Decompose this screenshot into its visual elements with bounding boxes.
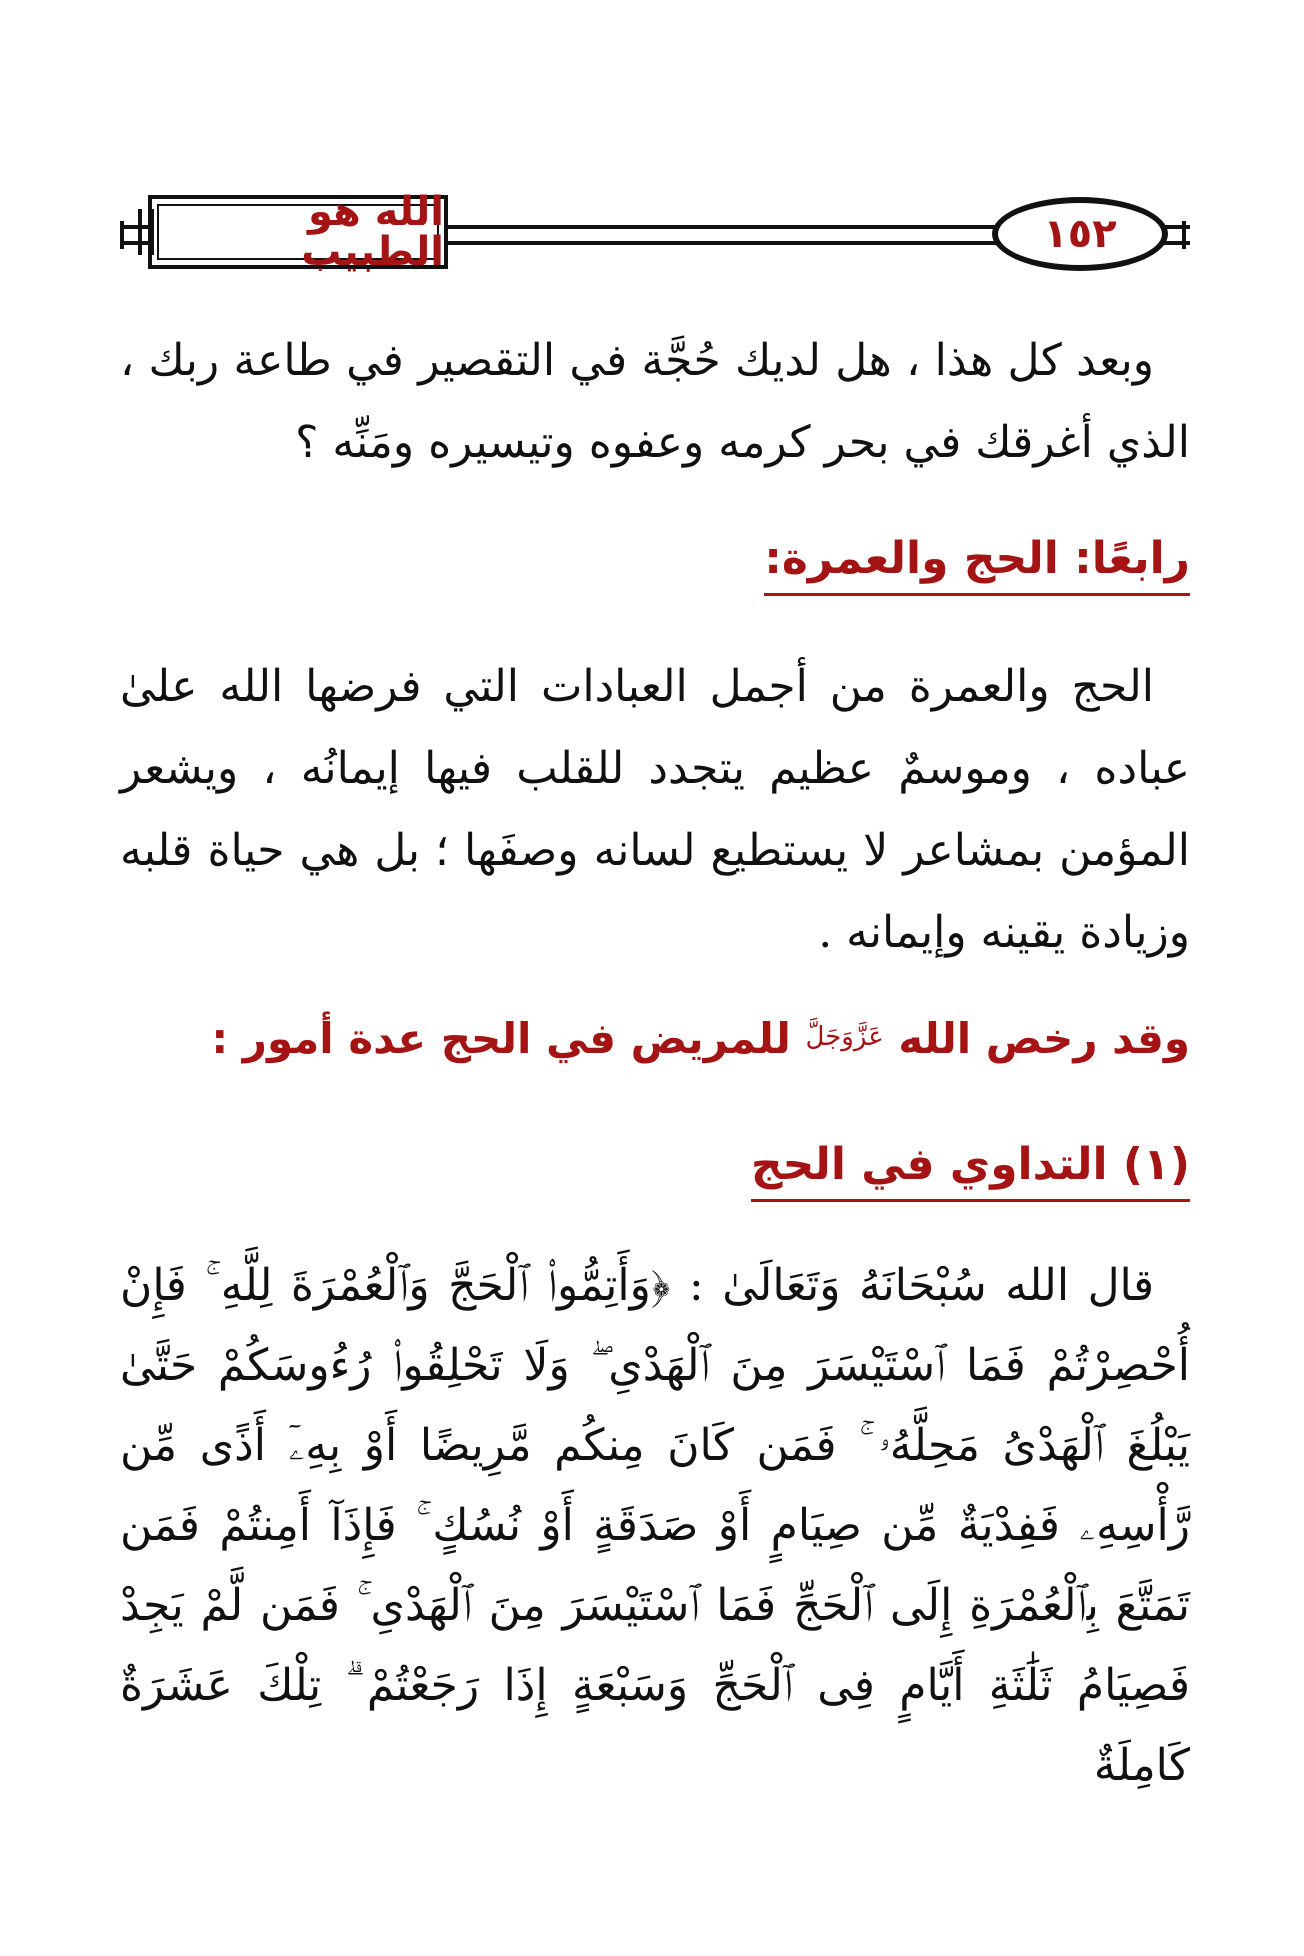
- header-rule-cap-left: [120, 221, 130, 249]
- page-number: ١٥٢: [1043, 211, 1117, 257]
- paragraph-hajj-description: الحج والعمرة من أجمل العبادات التي فرضها الله علىٰ عباده ، وموسمٌ عظيم يتجدد للقلب فيها إيمانُه ، ويشعر المؤمن بمشاعر لا يستطيع لسانه وصفَها ؛ بل هي حياة قلبه وزيادة يقينه وإيمانه .: [120, 661, 1190, 958]
- paragraph-intro: وبعد كل هذا ، هل لديك حُجَّة في التقصير في طاعة ربك ، الذي أغرقك في بحر كرمه وعفوه وتيسيره ومَنِّه ؟: [120, 335, 1190, 468]
- subheading-treatment-in-hajj: (١) التداوي في الحج: [751, 1136, 1190, 1202]
- header-rule-cap-right: [1182, 221, 1192, 249]
- running-title-frame: [148, 189, 448, 275]
- running-title: الله هو الطبيب: [301, 189, 444, 275]
- section-heading-hajj-umrah: رابعًا: الحج والعمرة:: [764, 530, 1190, 596]
- subheading-concessions-end: للمريض في الحج عدة أمور :: [211, 1014, 791, 1063]
- subheading-concessions: [211, 1010, 1190, 1069]
- page-number-oval: [992, 197, 1168, 271]
- page-header: [120, 189, 1190, 275]
- subheading-concessions-start: وقد رخص الله: [898, 1014, 1190, 1063]
- honorific-azza-wa-jalla: عَزَّوَجَلَّ: [805, 1022, 884, 1052]
- paragraph-quran-quote: قال الله سُبْحَانَهُ وَتَعَالَىٰ : ﴿وَأَتِمُّوا۟ ٱلْحَجَّ وَٱلْعُمْرَةَ لِلَّهِ ۚ فَإِنْ أُحْصِرْتُمْ فَمَا ٱسْتَيْسَرَ مِنَ ٱلْهَدْىِ ۖ وَلَا تَحْلِقُوا۟ رُءُوسَكُمْ حَتَّىٰ يَبْلُغَ ٱلْهَدْىُ مَحِلَّهُۥ ۚ فَمَن كَانَ مِنكُم مَّرِيضًا أَوْ بِهِۦٓ أَذًى مِّن رَّأْسِهِۦ فَفِدْيَةٌ مِّن صِيَامٍ أَوْ صَدَقَةٍ أَوْ نُسُكٍ ۚ فَإِذَآ أَمِنتُمْ فَمَن تَمَتَّعَ بِٱلْعُمْرَةِ إِلَى ٱلْحَجِّ فَمَا ٱسْتَيْسَرَ مِنَ ٱلْهَدْىِ ۚ فَمَن لَّمْ يَجِدْ فَصِيَامُ ثَلَٰثَةِ أَيَّامٍ فِى ٱلْحَجِّ وَسَبْعَةٍ إِذَا رَجَعْتُمْ ۗ تِلْكَ عَشَرَةٌ كَامِلَةٌ: [120, 1260, 1190, 1791]
